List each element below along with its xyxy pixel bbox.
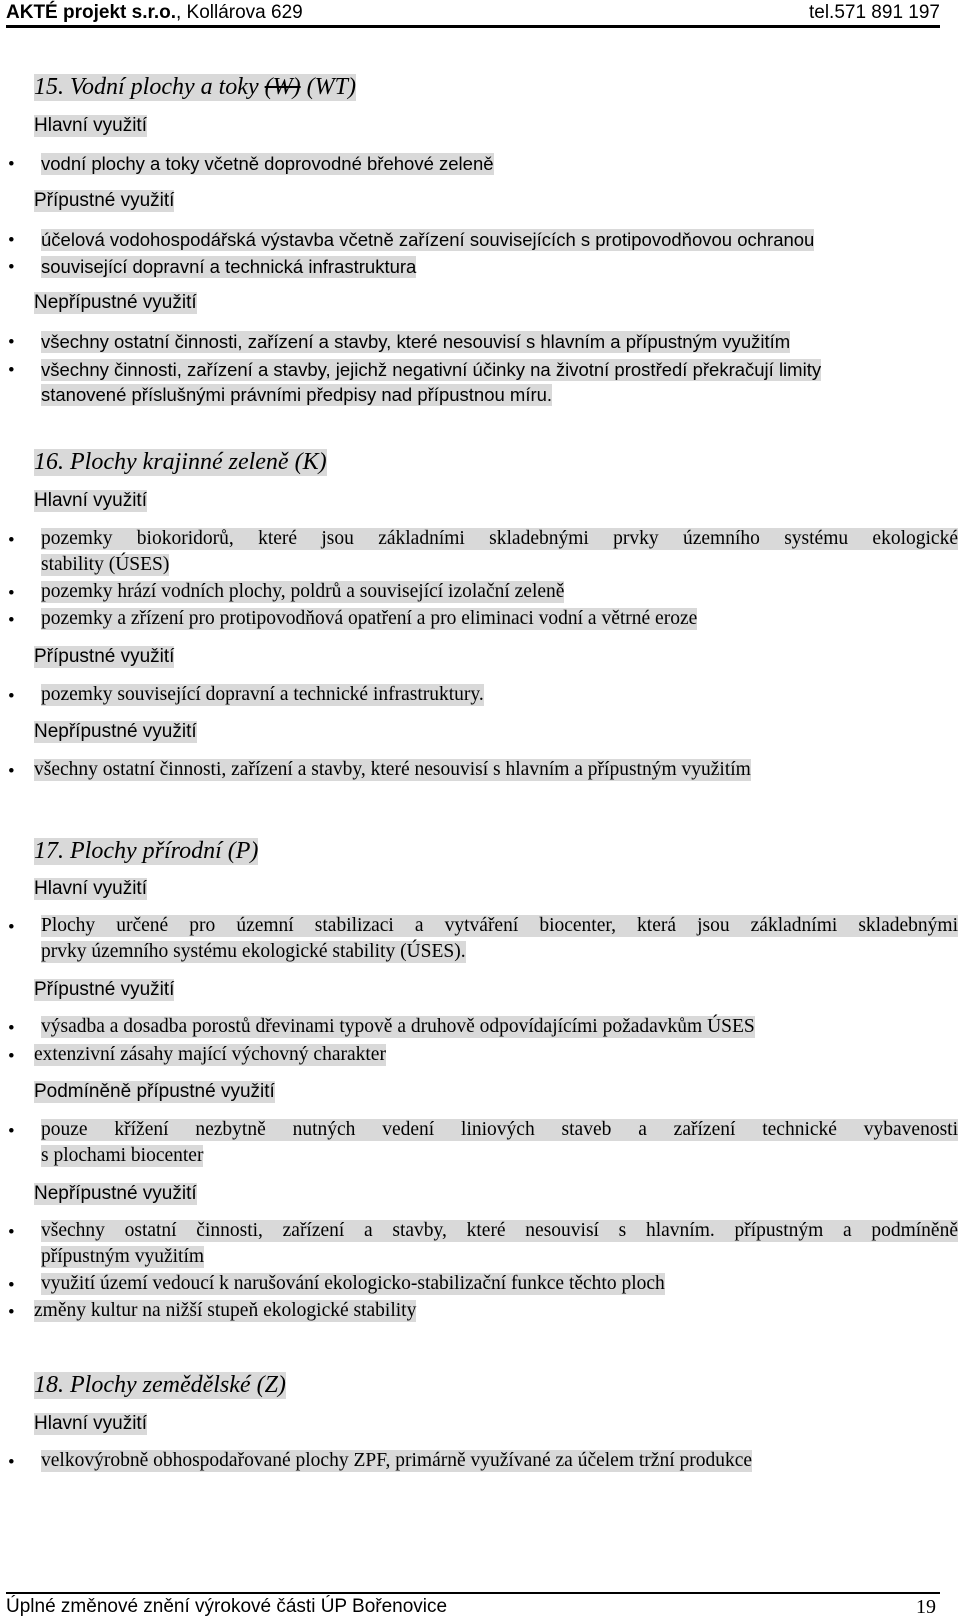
s17-nepripustne-heading: Nepřípustné využití	[34, 1183, 197, 1204]
s15-nepripustne-item: všechny činnosti, zařízení a stavby, jejichž negativní účinky na životní prostředí překračují limity	[41, 359, 822, 380]
bullet: •	[8, 1452, 15, 1473]
s16-nepripustne-item: všechny ostatní činnosti, zařízení a stavby, které nesouvisí s hlavním a přípustným využitím	[34, 759, 751, 780]
header-rule	[6, 25, 940, 28]
s17-pripustne-item: výsadba a dosadba porostů dřevinami typově a druhově odpovídajícími požadavkům ÚSES	[41, 1016, 755, 1037]
bullet: •	[8, 583, 15, 604]
s17-nepripustne-item: změny kultur na nižší stupeň ekologické stability	[34, 1300, 417, 1321]
s15-nepripustne-item-cont: stanovené příslušnými právními předpisy nad přípustnou míru.	[41, 384, 553, 405]
s15-hlavni-item: vodní plochy a toky včetně doprovodné břehové zeleně	[41, 153, 494, 174]
section-18-title: 18. Plochy zemědělské (Z)	[34, 1372, 286, 1398]
footer-document-title: Úplné změnové znění výrokové části ÚP Bořenovice	[6, 1596, 448, 1617]
bullet: •	[8, 610, 15, 631]
bullet: •	[8, 1046, 15, 1067]
page-header	[6, 2, 940, 26]
bullet: •	[8, 1121, 15, 1142]
bullet: •	[8, 360, 15, 381]
s15-pripustne-heading: Přípustné využití	[34, 190, 175, 211]
company-address: , Kollárova 629	[175, 2, 303, 23]
section-16-title: 16. Plochy krajinné zeleně (K)	[34, 449, 327, 475]
s15-hlavni-heading: Hlavní využití	[34, 115, 147, 136]
bullet: •	[8, 1018, 15, 1039]
bullet: •	[8, 1275, 15, 1296]
s17-nepripustne-item: všechny ostatní činnosti, zařízení a stavby, které nesouvisí s hlavním. přípustným a podmíněně	[41, 1220, 958, 1241]
s18-hlavni-heading: Hlavní využití	[34, 1413, 147, 1434]
company-name: AKTÉ projekt s.r.o.	[6, 2, 176, 23]
s16-hlavni-item: pozemky hrází vodních plochy, poldrů a související izolační zeleně	[41, 581, 565, 602]
footer-rule	[6, 1592, 940, 1594]
section-15-title: 15. Vodní plochy a toky (W) (WT)	[34, 74, 356, 100]
s18-hlavni-item: velkovýrobně obhospodařované plochy ZPF, primárně využívané za účelem tržní produkce	[41, 1450, 753, 1471]
bullet: •	[8, 257, 15, 278]
s17-podminene-item: pouze křížení nezbytně nutných vedení liniových staveb a zařízení technické vybavenosti	[41, 1119, 958, 1140]
bullet: •	[8, 761, 15, 782]
s16-hlavni-item: pozemky biokoridorů, které jsou základními skladebnými prvky územního systému ekologické	[41, 528, 958, 549]
bullet: •	[8, 1222, 15, 1243]
bullet: •	[8, 332, 15, 353]
s17-hlavni-item-cont: prvky územního systému ekologické stability (ÚSES).	[41, 941, 466, 962]
s17-pripustne-heading: Přípustné využití	[34, 979, 175, 1000]
s16-pripustne-item: pozemky související dopravní a technické infrastruktury.	[41, 684, 484, 705]
page-number: 19	[916, 1596, 936, 1618]
s17-podminene-item-cont: s plochami biocenter	[41, 1145, 204, 1166]
bullet: •	[8, 686, 15, 707]
s17-nepripustne-item-cont: přípustným využitím	[41, 1246, 205, 1267]
company-phone: tel.571 891 197	[808, 2, 940, 23]
bullet: •	[8, 917, 15, 938]
s17-nepripustne-item: využití území vedoucí k narušování ekologicko-stabilizační funkce těchto ploch	[41, 1273, 665, 1294]
s17-podminene-heading: Podmíněně přípustné využití	[34, 1081, 275, 1102]
s15-pripustne-item: související dopravní a technická infrastruktura	[41, 256, 417, 277]
s17-hlavni-item: Plochy určené pro územní stabilizaci a vytváření biocenter, která jsou základními skladebnými	[41, 915, 958, 936]
s16-pripustne-heading: Přípustné využití	[34, 646, 175, 667]
s16-nepripustne-heading: Nepřípustné využití	[34, 721, 197, 742]
bullet: •	[8, 1302, 15, 1323]
s15-nepripustne-heading: Nepřípustné využití	[34, 292, 197, 313]
section-17-title: 17. Plochy přírodní (P)	[34, 838, 259, 864]
s16-hlavni-item-cont: stability (ÚSES)	[41, 554, 170, 575]
s16-hlavni-heading: Hlavní využití	[34, 490, 147, 511]
s16-hlavni-item: pozemky a zřízení pro protipovodňová opatření a pro eliminaci vodní a větrné eroze	[41, 608, 698, 629]
s17-hlavni-heading: Hlavní využití	[34, 878, 147, 899]
s15-nepripustne-item: všechny ostatní činnosti, zařízení a stavby, které nesouvisí s hlavním a přípustným využitím	[41, 331, 791, 352]
bullet: •	[8, 530, 15, 551]
s17-pripustne-item: extenzivní zásahy mající výchovný charakter	[34, 1044, 386, 1065]
bullet: •	[8, 154, 15, 175]
bullet: •	[8, 230, 15, 251]
s15-pripustne-item: účelová vodohospodářská výstavba včetně zařízení souvisejících s protipovodňovou ochranou	[41, 229, 815, 250]
